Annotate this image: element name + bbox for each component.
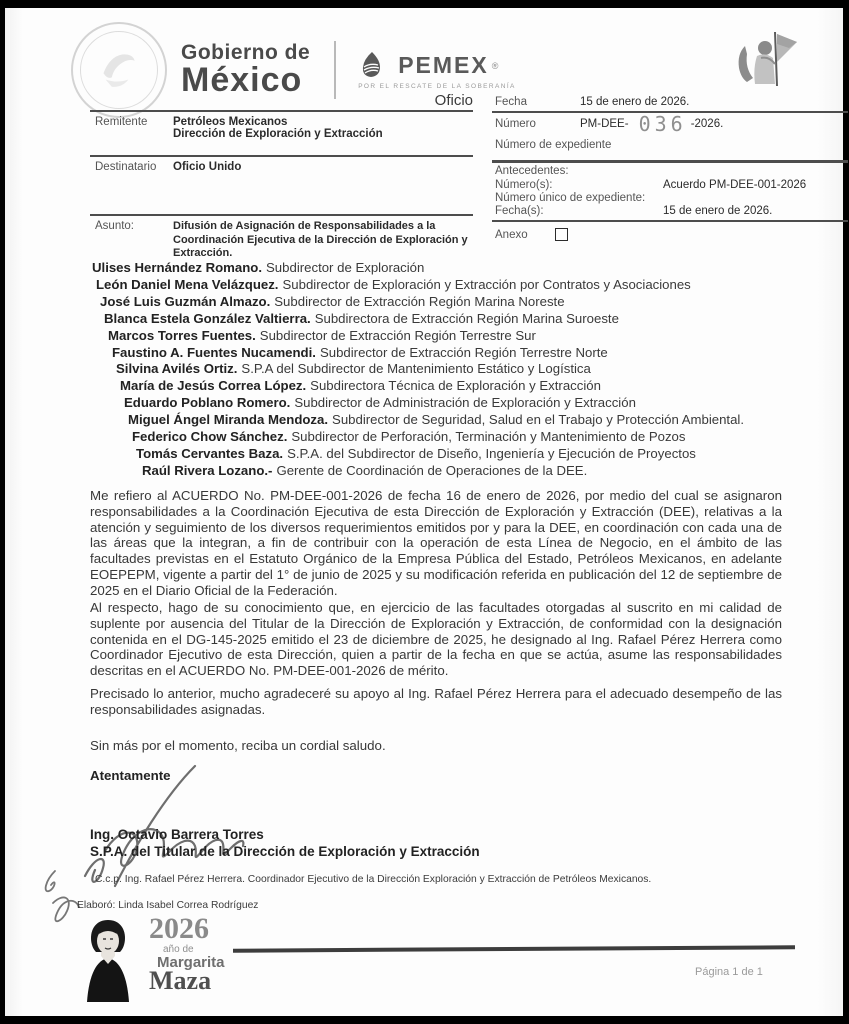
- recipient-row: [90, 277, 790, 294]
- recipient-role: Gerente de Coordinación de Operaciones de la DEE.: [276, 462, 588, 478]
- person-last-name: Maza: [149, 966, 212, 995]
- margarita-maza-year-logo: [77, 914, 225, 1002]
- unico-expediente-label: Número único de expediente:: [495, 192, 646, 204]
- farewell-line: Sin más por el momento, reciba un cordial saludo.: [90, 738, 386, 753]
- numero-prefix: PM-DEE-: [580, 118, 629, 130]
- gobierno-line2: México: [181, 60, 303, 99]
- recipient-row: [90, 395, 790, 412]
- destinatario-value: Oficio Unido: [173, 161, 242, 173]
- rule-right-3: [492, 220, 848, 222]
- recipient-name: Miguel Ángel Miranda Mendoza.: [128, 412, 329, 428]
- page-indicator: Página 1 de 1: [695, 966, 763, 978]
- anexo-label: Anexo: [495, 228, 528, 241]
- anexo-checkbox: [555, 228, 568, 241]
- numero-stamp: 036: [638, 112, 687, 136]
- numeros-value: Acuerdo PM-DEE-001-2026: [663, 179, 807, 191]
- asunto-label: Asunto:: [95, 220, 134, 232]
- fecha-label: Fecha: [495, 96, 527, 108]
- rule-left-1: [90, 110, 473, 112]
- recipient-role: Subdirector de Extracción Región Marina Noreste: [274, 293, 565, 309]
- recipient-row: [90, 429, 790, 446]
- doc-type-label: Oficio: [434, 92, 473, 109]
- body-paragraph-1: Me refiero al ACUERDO No. PM-DEE-001-2026 de fecha 16 de enero de 2026, por medio del cual se asignaron responsabilidades a la Coordinación Ejecutiva de esta Dirección de Exploración y Extracción (DEE), relativas a la atención y seguimiento de los diversos requerimientos emitidos por y para la DEE, en coordinación con cada una de las áreas que la integran, a fin de contribuir con la operación de esta Línea de Negocio, en el ámbito de las facultades previstas en el Estatuto Orgánico de la Empresa Pública del Estado, Petróleos Mexicanos, en adelante EOEPEPM, vigente a partir del 1° de junio de 2025 y su modificación referida en publicación del 12 de septiembre de 2025 en el Diario Oficial de la Federación.: [90, 488, 782, 598]
- recipient-row: [90, 328, 790, 345]
- flag-bearer-emblem-icon: [731, 28, 803, 90]
- numero-suffix: -2026.: [690, 118, 724, 130]
- destinatario-row: [95, 161, 241, 173]
- recipient-list: [90, 260, 790, 480]
- recipient-role: Subdirector de Extracción Región Terrestre Norte: [319, 344, 608, 360]
- recipient-name: Eduardo Poblano Romero.: [124, 395, 291, 411]
- recipient-row: [90, 378, 790, 395]
- expediente-label: Número de expediente: [495, 139, 612, 151]
- recipient-name: Tomás Cervantes Baza.: [136, 445, 284, 461]
- signer-title: S.P.A. del Titular de la Dirección de Exploración y Extracción: [90, 844, 480, 859]
- asunto-row: [95, 220, 473, 261]
- fechas-label: Fecha(s):: [495, 205, 544, 217]
- numeros-row: [495, 179, 806, 191]
- recipient-role: Subdirector de Administración de Exploración y Extracción: [294, 395, 636, 411]
- recipient-role: Subdirector de Exploración y Extracción por Contratos y Asociaciones: [282, 276, 691, 292]
- body-paragraph-2: Al respecto, hago de su conocimiento que, en ejercicio de las facultades otorgadas al suscrito en mi calidad de suplente por ausencia del Titular de la Dirección de Exploración y Extracción, de conformidad con la designación contenida en el DG-145-2025 emitido el 23 de diciembre de 2025, he designado al Ing. Rafael Pérez Herrera como Coordinador Ejecutivo de esta Dirección, quien a partir de la fecha en que se actúa, asume las responsabilidades descritas en el ACUERDO No. PM-DEE-001-2026 de mérito.: [90, 600, 782, 679]
- recipient-row: [90, 361, 790, 378]
- recipient-name: Silvina Avilés Ortiz.: [116, 361, 238, 377]
- recipient-name: Ulises Hernández Romano.: [92, 260, 263, 275]
- numero-row: [495, 112, 724, 136]
- recipient-role: Subdirectora de Extracción Región Marina Suroeste: [314, 310, 619, 326]
- recipient-name: José Luis Guzmán Almazo.: [100, 293, 271, 309]
- remitente-line2: Dirección de Exploración y Extracción: [173, 128, 383, 140]
- recipient-row: [90, 412, 790, 429]
- rule-right-2: [492, 160, 848, 163]
- recipient-role: Subdirector de Perforación, Terminación y Mantenimiento de Pozos: [291, 429, 686, 445]
- signer-name: Ing. Octavio Barrera Torres: [90, 827, 264, 842]
- fechas-row: [495, 205, 772, 217]
- year-sub-label: año de: [163, 944, 194, 955]
- recipient-name: León Daniel Mena Velázquez.: [96, 276, 279, 292]
- numero-label: Número: [495, 118, 536, 130]
- body-paragraph-3: Precisado lo anterior, mucho agradeceré su apoyo al Ing. Rafael Pérez Herrera para el adecuado desempeño de las responsabilidades asignadas.: [90, 686, 782, 717]
- recipient-name: Blanca Estela González Valtierra.: [104, 310, 311, 326]
- eagle-glyph: [91, 42, 143, 94]
- year-label: 2026: [149, 912, 209, 945]
- registered-mark: ®: [491, 60, 499, 71]
- margarita-maza-portrait-icon: [77, 914, 139, 1002]
- recipient-name: Faustino A. Fuentes Nucamendi.: [112, 344, 316, 360]
- fecha-value: 15 de enero de 2026.: [580, 96, 690, 108]
- atentamente-label: Atentamente: [90, 768, 171, 783]
- recipient-role: Subdirectora Técnica de Exploración y Extracción: [310, 378, 601, 394]
- footer-rule: [233, 945, 795, 952]
- anexo-row: [495, 228, 568, 241]
- antecedentes-row: [495, 165, 569, 177]
- header-divider: [334, 41, 336, 99]
- recipient-name: María de Jesús Correa López.: [120, 378, 307, 394]
- recipient-row: [90, 260, 790, 277]
- rule-left-2: [90, 155, 473, 157]
- recipient-role: Subdirector de Exploración: [266, 260, 425, 275]
- fechas-value: 15 de enero de 2026.: [663, 205, 773, 217]
- recipient-role: Subdirector de Seguridad, Salud en el Trabajo y Protección Ambiental.: [332, 412, 745, 428]
- recipient-role: Subdirector de Extracción Región Terrestre Sur: [259, 327, 536, 343]
- pemex-tagline: POR EL RESCATE DE LA SOBERANÍA: [358, 82, 516, 90]
- destinatario-label: Destinatario: [95, 161, 157, 173]
- document-page: [5, 8, 843, 1016]
- recipient-row: [90, 463, 790, 480]
- asunto-value: Difusión de Asignación de Responsabilidades a la Coordinación Ejecutiva de la Dirección de Exploración y Extracción.: [173, 220, 468, 259]
- pemex-logo: [356, 51, 516, 90]
- recipient-role: S.P.A. del Subdirector de Diseño, Ingeniería y Ejecución de Proyectos: [287, 445, 696, 461]
- antecedentes-label: Antecedentes:: [495, 165, 569, 177]
- recipient-row: [90, 294, 790, 311]
- recipient-name: Marcos Torres Fuentes.: [108, 327, 256, 343]
- elaboro-line: Elaboró: Linda Isabel Correa Rodríguez: [77, 900, 259, 911]
- remitente-label: Remitente: [95, 116, 148, 128]
- recipient-row: [90, 345, 790, 362]
- remitente-line1: Petróleos Mexicanos: [173, 116, 288, 128]
- rule-left-3: [90, 214, 473, 216]
- numeros-label: Número(s):: [495, 179, 553, 191]
- recipient-row: [90, 446, 790, 463]
- recipient-name: Raúl Rivera Lozano.-: [142, 462, 273, 478]
- recipient-role: S.P.A del Subdirector de Mantenimiento Estático y Logística: [241, 361, 591, 377]
- remitente-row: [95, 116, 383, 140]
- person-first-name: Margarita: [157, 954, 225, 971]
- gobierno-de-mexico-logo: [181, 41, 310, 100]
- recipient-row: [90, 311, 790, 328]
- gobierno-line1: Gobierno de: [181, 40, 311, 64]
- fecha-row: [495, 96, 689, 108]
- ccp-line: C.c.p. Ing. Rafael Pérez Herrera. Coordinador Ejecutivo de la Dirección Exploración y Extracción de Petróleos Mexicanos.: [95, 874, 652, 885]
- expediente-row: [495, 139, 611, 151]
- unico-expediente-row: [495, 192, 645, 204]
- pemex-drop-icon: [356, 51, 390, 81]
- recipient-name: Federico Chow Sánchez.: [132, 429, 288, 445]
- pemex-wordmark: PEMEX: [398, 52, 489, 78]
